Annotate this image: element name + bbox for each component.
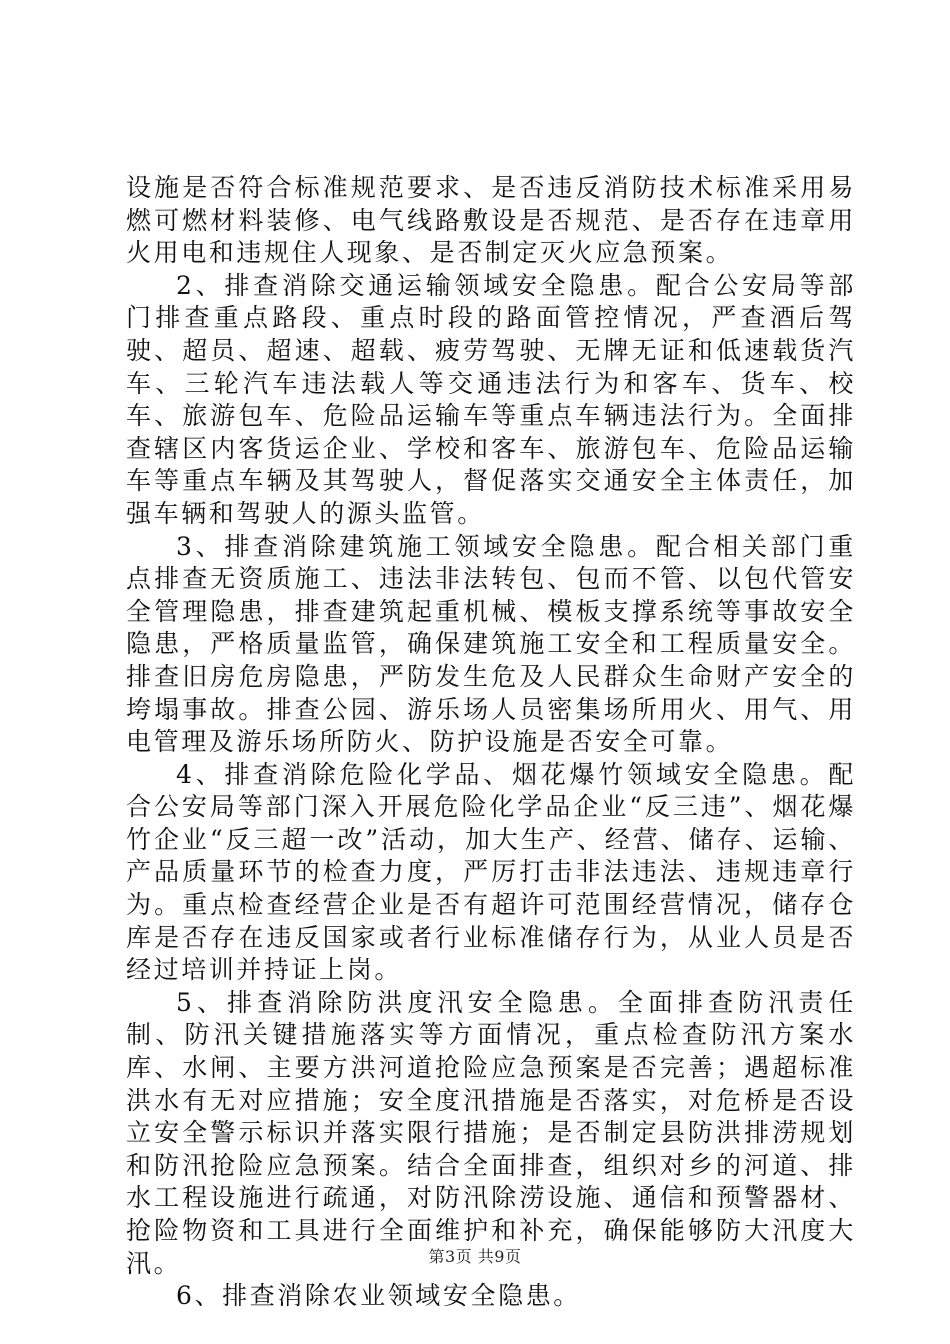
- paragraph-agriculture-safety: 6、排查消除农业领域安全隐患。: [176, 1281, 581, 1311]
- page-number-footer: 第3页 共9页: [428, 1247, 522, 1266]
- paragraph-hazardous-chemicals: 4、排查消除危险化学品、烟花爆竹领域安全隐患。配合公安局等部门深入开展危险化学品企业“反三违”、烟花爆竹企业“反三超一改”活动，加大生产、经营、储存、运输、产品质量环节的检查力度，严厉打击非法违法、违规违章行为。重点检查经营企业是否有超许可范围经营情况，储存仓库是否存在违反国家或者行业标准储存行为，从业人员是否经过培训并持证上岗。: [126, 759, 856, 985]
- paragraph-flood-control: 5、排查消除防洪度汛安全隐患。全面排查防汛责任制、防汛关键措施落实等方面情况，重点检查防汛方案水库、水闸、主要方洪河道抢险应急预案是否完善；遇超标准洪水有无对应措施；安全度汛措施是否落实，对危桥是否设立安全警示标识并落实限行措施；是否制定县防洪排涝规划和防汛抢险应急预案。结合全面排查，组织对乡的河道、排水工程设施进行疏通，对防汛除涝设施、通信和预警器材、抢险物资和工具进行全面维护和补充，确保能够防大汛度大汛。: [126, 987, 856, 1278]
- paragraph-continuation: 设施是否符合标准规范要求、是否违反消防技术标准采用易燃可燃材料装修、电气线路敷设是否规范、是否存在违章用火用电和违规住人现象、是否制定灭火应急预案。: [126, 173, 856, 268]
- document-body: [126, 172, 856, 1313]
- paragraph-traffic-safety: 2、排查消除交通运输领域安全隐患。配合公安局等部门排查重点路段、重点时段的路面管控情况，严查酒后驾驶、超员、超速、超载、疲劳驾驶、无牌无证和低速载货汽车、三轮汽车违法载人等交通违法行为和客车、货车、校车、旅游包车、危险品运输车等重点车辆违法行为。全面排查辖区内客货运企业、学校和客车、旅游包车、危险品运输车等重点车辆及其驾驶人，督促落实交通安全主体责任，加强车辆和驾驶人的源头监管。: [126, 270, 856, 528]
- paragraph-construction-safety: 3、排查消除建筑施工领域安全隐患。配合相关部门重点排查无资质施工、违法非法转包、包而不管、以包代管安全管理隐患，排查建筑起重机械、模板支撑系统等事故安全隐患，严格质量监管，确保建筑施工安全和工程质量安全。排查旧房危房隐患，严防发生危及人民群众生命财产安全的垮塌事故。排查公园、游乐场人员密集场所用火、用气、用电管理及游乐场所防火、防护设施是否安全可靠。: [126, 531, 856, 757]
